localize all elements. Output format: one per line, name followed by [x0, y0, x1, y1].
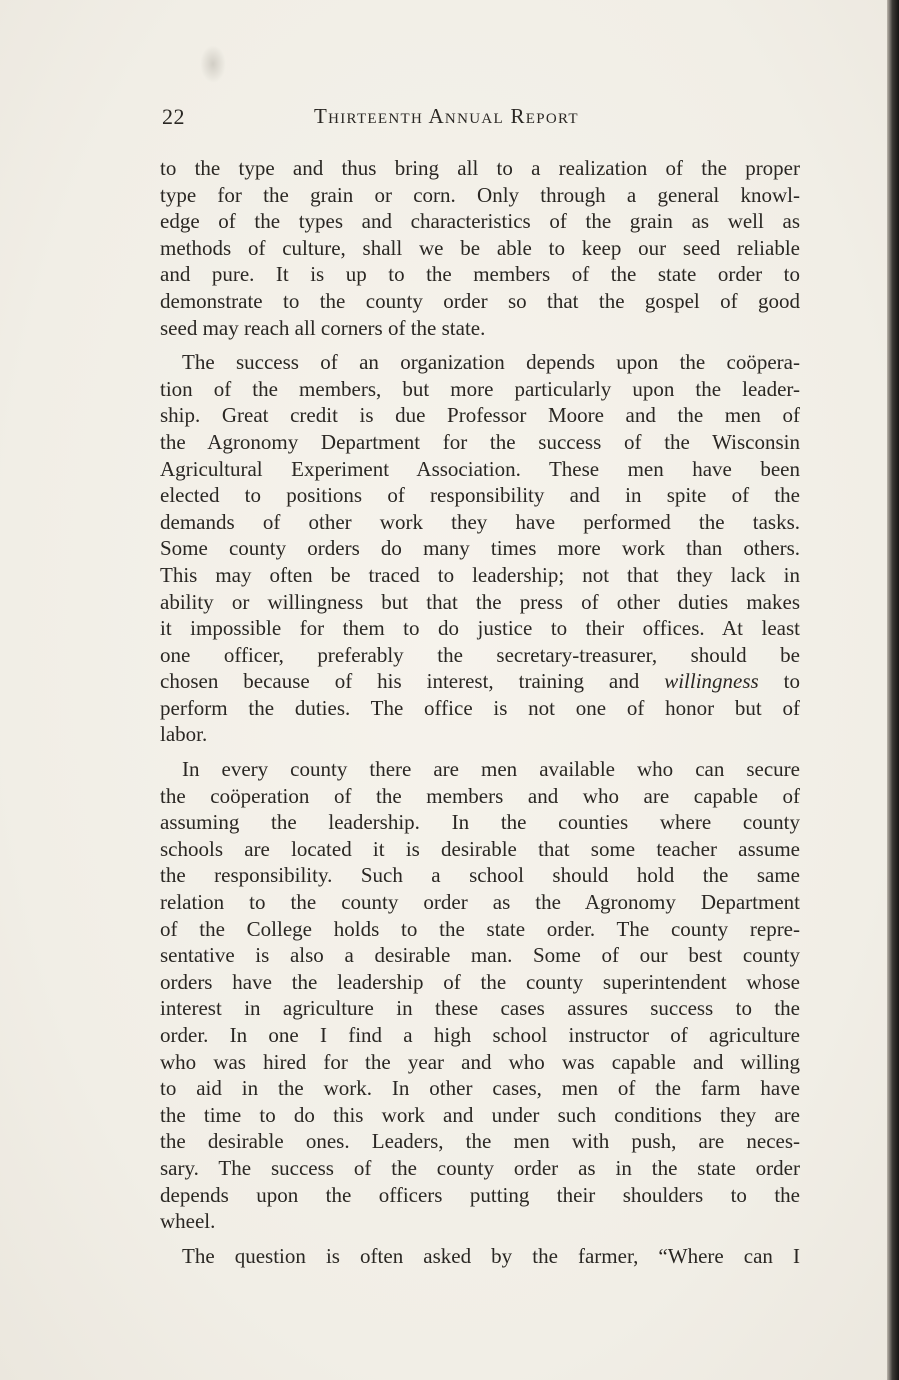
text-line: the time to do this work and under such conditions they are: [160, 1102, 800, 1127]
text-line-with-italic: [160, 668, 800, 695]
text-line: perform the duties. The office is not one of honor but of: [160, 695, 800, 720]
text-line: the coöperation of the members and who are capable of: [160, 783, 800, 808]
paragraph-1: [160, 155, 800, 341]
text-line: labor.: [160, 722, 208, 747]
text-line: In every county there are men available who can secure: [182, 757, 800, 782]
text-line: the desirable ones. Leaders, the men with push, are neces-: [160, 1129, 800, 1154]
text-line: order. In one I find a high school instructor of agriculture: [160, 1023, 800, 1047]
text-line: ability or willingness but that the press of other duties makes: [160, 589, 800, 614]
ink-smudge: [200, 45, 226, 83]
text-line: schools are located it is desirable that some teacher assume: [160, 836, 800, 861]
text-line: interest in agriculture in these cases assures success to the: [160, 996, 800, 1021]
page-edge-shadow: [887, 0, 899, 1380]
text-line: This may often be traced to leadership; not that they lack in: [160, 562, 800, 587]
text-line: The question is often asked by the farmer, “Where can I: [182, 1243, 800, 1268]
text-line: methods of culture, shall we be able to keep our seed reliable: [160, 235, 800, 260]
text-line: orders have the leadership of the county superintendent whose: [160, 969, 800, 994]
text-line: and pure. It is up to the members of the state order to: [160, 262, 800, 287]
paragraph-3: [160, 756, 800, 1235]
text-line: one officer, preferably the secretary-treasurer, should be: [160, 642, 800, 667]
text-line: demonstrate to the county order so that the gospel of good: [160, 288, 800, 313]
text-line: Agricultural Experiment Association. These men have been: [160, 456, 800, 481]
text-line: edge of the types and characteristics of the grain as well as: [160, 209, 800, 234]
text-line: to the type and thus bring all to a realization of the proper: [160, 156, 800, 180]
text-line: wheel.: [160, 1209, 216, 1234]
text-line: The success of an organization depends upon the coöpera-: [182, 350, 800, 375]
page-header: [162, 100, 802, 134]
text-line: tion of the members, but more particularly upon the leader-: [160, 376, 800, 401]
text-line: who was hired for the year and who was capable and willing: [160, 1049, 800, 1074]
text-line: it impossible for them to do justice to their offices. At least: [160, 616, 800, 641]
paragraph-2: [160, 349, 800, 748]
line-text: chosen because of his interest, training and: [160, 669, 640, 694]
italic-word: willingness: [664, 669, 759, 694]
text-line: elected to positions of responsibility and in spite of the: [160, 483, 800, 508]
body-text: [160, 155, 800, 1269]
page-number: 22: [162, 104, 185, 129]
text-line: the Agronomy Department for the success of the Wisconsin: [160, 429, 800, 454]
text-line: to aid in the work. In other cases, men of the farm have: [160, 1076, 800, 1101]
text-line: seed may reach all corners of the state.: [160, 315, 486, 340]
text-line: of the College holds to the state order. The county repre-: [160, 916, 800, 941]
text-line: type for the grain or corn. Only through a general knowl-: [160, 182, 800, 207]
paragraph-4: [160, 1243, 800, 1270]
running-title: Thirteenth Annual Report: [314, 104, 579, 128]
text-line: relation to the county order as the Agronomy Department: [160, 890, 800, 915]
line-text-tail: to: [758, 669, 801, 694]
text-line: ship. Great credit is due Professor Moore and the men of: [160, 403, 800, 428]
text-line: sary. The success of the county order as in the state order: [160, 1155, 800, 1180]
text-line: the responsibility. Such a school should hold the same: [160, 863, 800, 888]
text-line: demands of other work they have performed the tasks.: [160, 509, 800, 534]
text-line: assuming the leadership. In the counties where county: [160, 810, 800, 835]
text-line: sentative is also a desirable man. Some of our best county: [160, 943, 800, 968]
text-line: Some county orders do many times more work than others.: [160, 536, 800, 561]
text-line: depends upon the officers putting their shoulders to the: [160, 1182, 800, 1207]
